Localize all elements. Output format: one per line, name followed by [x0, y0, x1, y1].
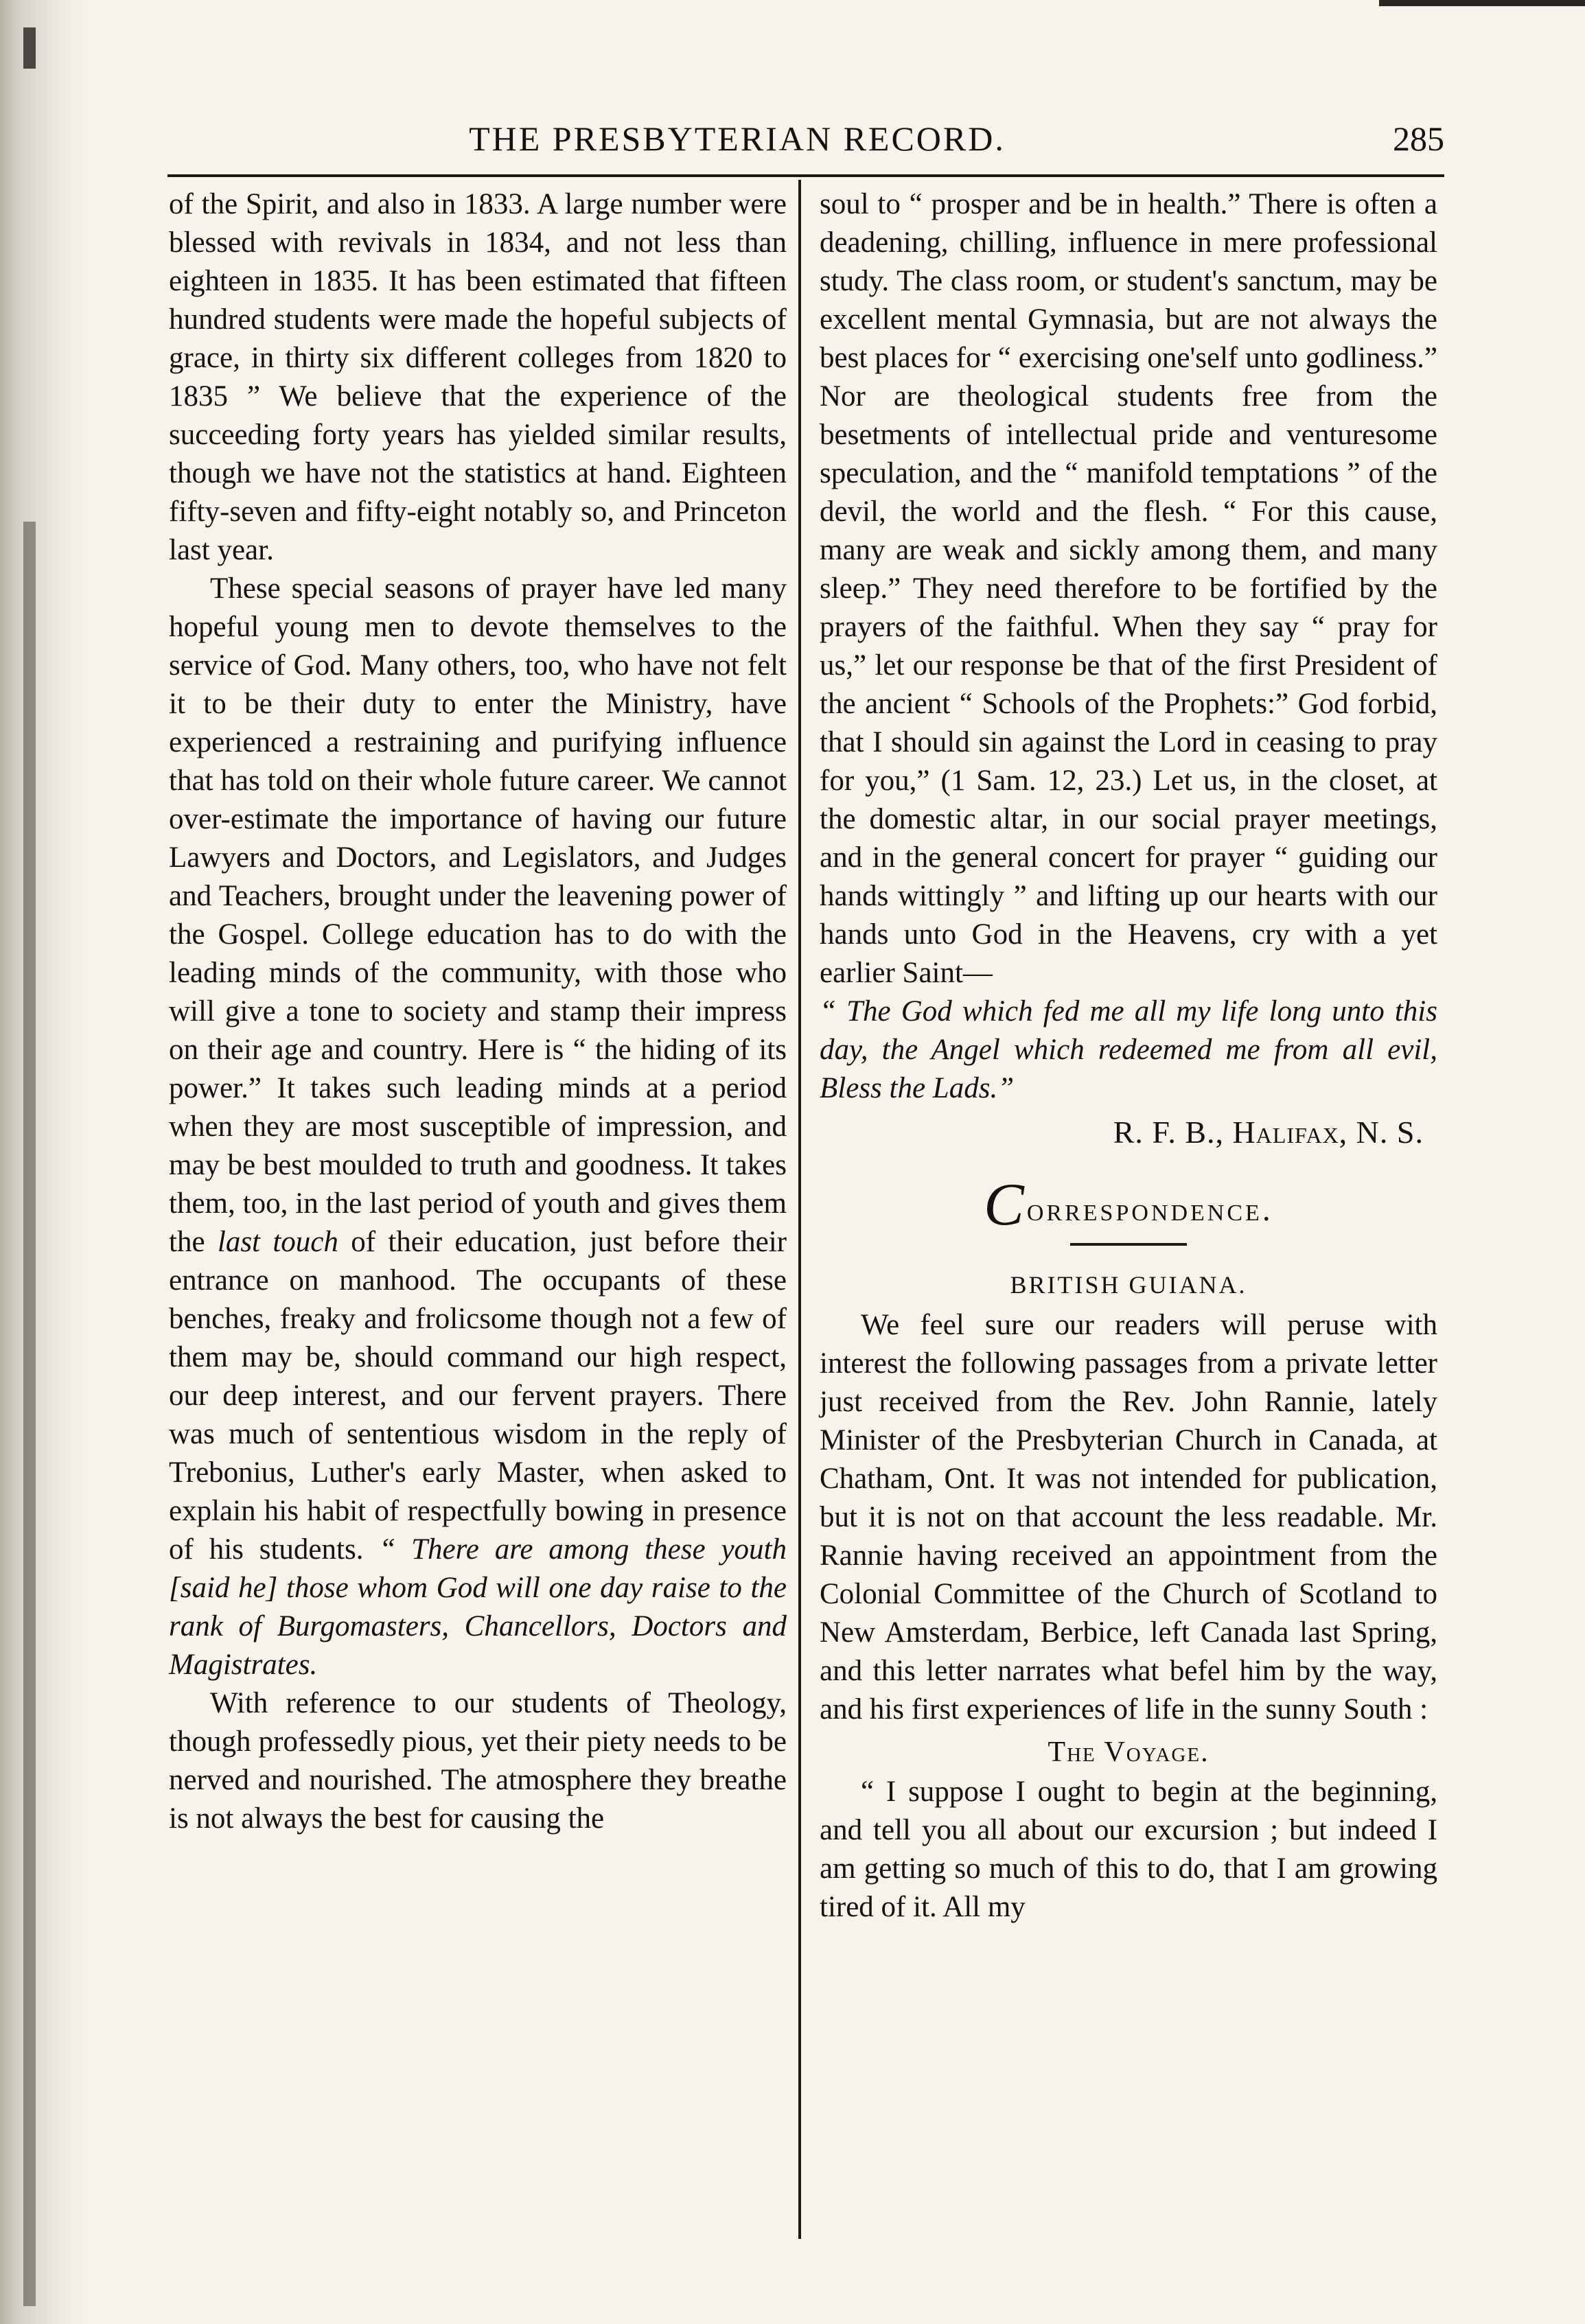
paragraph: We feel sure our readers will peruse with interest the following passages from a private letter just received from the Rev. John Rannie, lately Minister of the Presbyterian Church in Canada, at Chatham, Ont. It was not intended for publication, but it is not on that account the less readable. Mr. Rannie having received an appointment from the Colonial Committee of the Church of Scotland to New Amsterdam, Berbice, left Canada last Spring, and this letter narrates what befel him by the way, and his first experiences of life in the sunny South : — [820, 1309, 1437, 1725]
paragraph-text: These special seasons of prayer have led many hopeful young men to devote themselves to the service of God. Many others, too, who have not felt it to be their duty to enter the Ministry, have experienced a restraining and purifying influence that has told on their whole future career. We cannot over-estimate the importance of having our future Lawyers and Doctors, and Legislators, and Judges and Teachers, brought under the leavening power of the Gospel. College education has to do with the leading minds of the community, with those who will give a tone to society and stamp their impress on their age and country. Here is “ the hiding of its power.” It takes such leading minds at a period when they are most susceptible of impression, and may be best moulded to truth and goodness. It takes them, too, in the last period of youth and gives them the — [169, 572, 787, 1258]
scripture-quote: “ The God which fed me all my life long unto this day, the Angel which redeemed me from all evil, Bless the Lads.” — [820, 995, 1437, 1104]
trebonius-quote: “ There are among these youth [said he] those whom God will one day raise to the rank of Burgomasters, Chancellors, Doctors and Magistrates. — [169, 1533, 787, 1681]
top-edge-rule — [1379, 0, 1585, 6]
paragraph: “ I suppose I ought to begin at the beginning, and tell you all about our excursion ; but indeed I am getting so much of this to do, that I am growing tired of it. All my — [820, 1776, 1437, 1923]
page-number: 285 — [1393, 119, 1444, 158]
binding-shadow — [23, 522, 36, 2306]
page-title: THE PRESBYTERIAN RECORD. — [469, 119, 1006, 158]
subheading: BRITISH GUIANA. — [1010, 1271, 1247, 1299]
paragraph-text: of their education, just before their entrance on manhood. The occupants of these benches, freaky and frolicsome though not a few of them may be, should command our high respect, our deep interest, and our fervent prayers. There was much of sententious wisdom in the reply of Trebonius, Luther's early Master, when asked to explain his habit of respectfully bowing in presence of his students. — [169, 1226, 787, 1566]
running-header — [167, 118, 1444, 159]
paragraph — [169, 570, 787, 1684]
italic-phrase: last touch — [217, 1226, 338, 1258]
header-rule — [167, 174, 1444, 177]
section-title: orrespondence. — [1026, 1192, 1273, 1228]
binding-edge — [0, 0, 89, 2324]
signature: R. F. B., Halifax, N. S. — [1113, 1115, 1424, 1150]
left-column — [169, 185, 787, 1838]
paragraph: With reference to our students of Theology, though professedly pious, yet their piety needs to be nerved and nourished. The atmosphere they breathe is not always the best for causing the — [169, 1687, 787, 1835]
section-heading — [820, 1172, 1437, 1238]
paragraph: soul to “ prosper and be in health.” There is often a deadening, chilling, influence in mere professional study. The class room, or student's sanctum, may be excellent mental Gymnasia, but are not always the best places for “ exercising one'self unto godliness.” Nor are theological students free from the besetments of intellectual pride and venturesome speculation, and the “ manifold temptations ” of the devil, the world and the flesh. “ For this cause, many are weak and sickly among them, and many sleep.” They need therefore to be fortified by the prayers of the faithful. When they say “ pray for us,” let our response be that of the first President of the ancient “ Schools of the Prophets:” God forbid, that I should sin against the Lord in ceasing to pray for you,” (1 Sam. 12, 23.) Let us, in the closet, at the domestic altar, in our social prayer meetings, and in the general concert for prayer “ guiding our hands wittingly ” and lifting up our hearts with our hands unto God in the Heavens, cry with a yet earlier Saint— — [820, 188, 1437, 989]
binding-shadow — [23, 27, 36, 69]
heading-rule — [1070, 1243, 1187, 1246]
voyage-heading: The Voyage. — [1048, 1736, 1210, 1768]
section-initial: C — [984, 1172, 1027, 1238]
right-column — [820, 185, 1437, 1927]
column-divider — [798, 180, 801, 2239]
paragraph: of the Spirit, and also in 1833. A large number were blessed with revivals in 1834, and not less than eighteen in 1835. It has been estimated that fifteen hundred students were made the hopeful subjects of grace, in thirty six different colleges from 1820 to 1835 ” We believe that the experience of the succeeding forty years has yielded similar results, though we have not the statistics at hand. Eighteen fifty-seven and fifty-eight notably so, and Princeton last year. — [169, 188, 787, 566]
